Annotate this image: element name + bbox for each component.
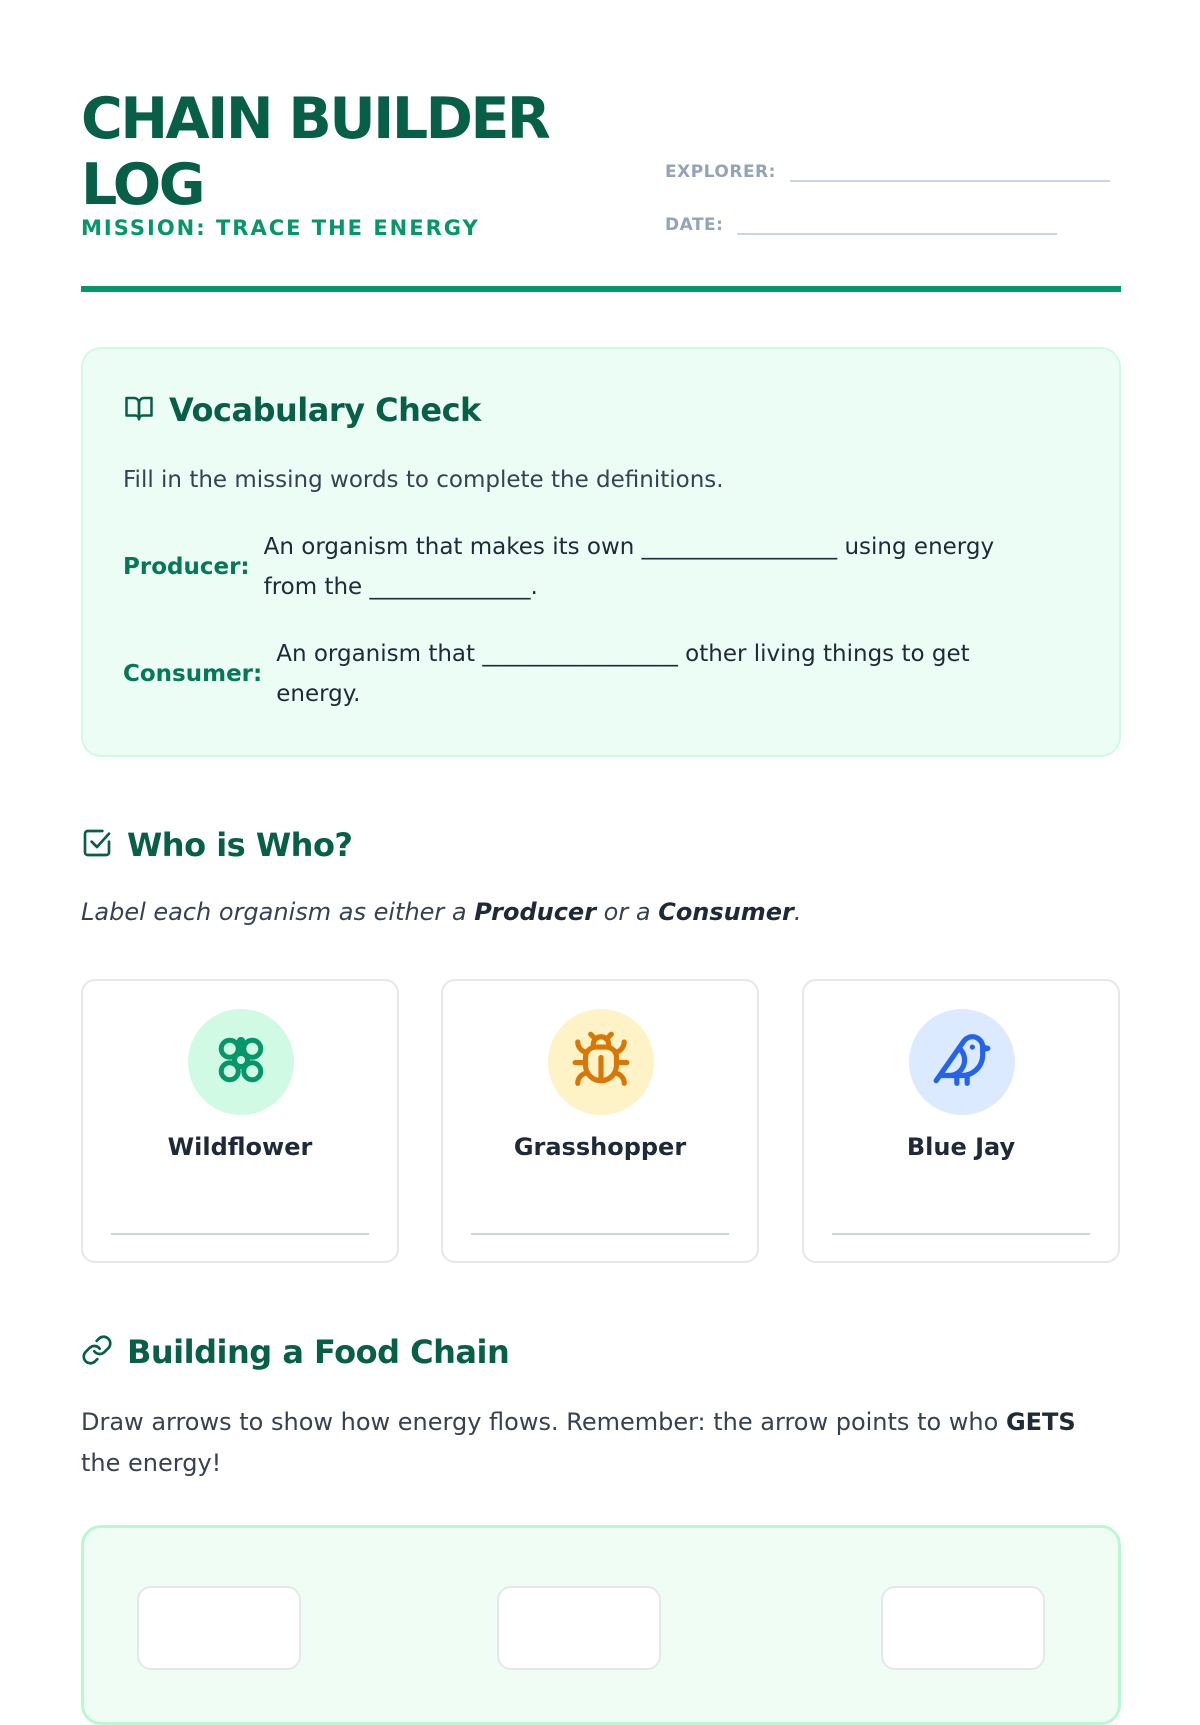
chain-slot[interactable] xyxy=(137,1586,301,1670)
book-open-icon xyxy=(123,393,155,427)
definition-term: Consumer: xyxy=(123,661,263,687)
answer-line[interactable] xyxy=(111,1233,369,1235)
organism-name: Grasshopper xyxy=(513,1133,687,1161)
vocabulary-heading: Vocabulary Check xyxy=(169,391,481,429)
explorer-label: EXPLORER: xyxy=(665,162,776,182)
gets-word: GETS xyxy=(1005,1408,1076,1436)
chain-slot[interactable] xyxy=(881,1586,1045,1670)
chain-intro-text: the energy! xyxy=(81,1449,222,1477)
organism-card-wildflower xyxy=(81,979,399,1263)
chain-heading: Building a Food Chain xyxy=(127,1333,510,1371)
vocabulary-section xyxy=(81,347,1121,757)
organism-name: Wildflower xyxy=(167,1133,313,1161)
explorer-line[interactable] xyxy=(790,160,1110,182)
organism-badge xyxy=(188,1009,294,1115)
who-heading: Who is Who? xyxy=(127,826,353,864)
who-intro-text: . xyxy=(793,898,802,926)
chain-slot[interactable] xyxy=(497,1586,661,1670)
date-label: DATE: xyxy=(665,215,724,235)
date-field[interactable] xyxy=(665,213,1057,235)
answer-line[interactable] xyxy=(471,1233,729,1235)
bird-icon xyxy=(931,1029,993,1095)
organism-badge xyxy=(548,1009,654,1115)
consumer-word: Consumer xyxy=(658,898,794,926)
link-icon xyxy=(81,1334,113,1370)
who-heading-row xyxy=(81,826,352,864)
bug-icon xyxy=(570,1029,632,1095)
chain-instructions xyxy=(81,1402,1121,1484)
page-title: CHAIN BUILDER LOG xyxy=(81,86,549,218)
organism-name: Blue Jay xyxy=(906,1133,1016,1161)
chain-heading-row xyxy=(81,1333,509,1371)
organism-badge xyxy=(909,1009,1015,1115)
who-intro-text: Label each organism as either a xyxy=(81,898,475,926)
organism-card-blue-jay xyxy=(802,979,1120,1263)
answer-line[interactable] xyxy=(832,1233,1090,1235)
flower-icon xyxy=(211,1030,271,1094)
food-chain-area[interactable] xyxy=(81,1525,1121,1725)
who-intro-text: or a xyxy=(596,898,659,926)
mission-subtitle: MISSION: TRACE THE ENERGY xyxy=(81,216,480,240)
explorer-field[interactable] xyxy=(665,160,1110,182)
who-instructions xyxy=(81,898,802,926)
definition-text: An organism that makes its own _________________ using energy from the ______________. xyxy=(263,534,995,600)
definition-term: Producer: xyxy=(123,554,250,580)
header-divider xyxy=(81,286,1121,292)
producer-word: Producer xyxy=(474,898,597,926)
date-line[interactable] xyxy=(737,213,1057,235)
vocabulary-intro: Fill in the missing words to complete the definitions. xyxy=(123,467,724,493)
definition-text: An organism that _________________ other living things to get energy. xyxy=(276,641,970,707)
checkbox-icon xyxy=(81,827,113,863)
definition-producer xyxy=(123,527,1053,607)
chain-intro-text: Draw arrows to show how energy flows. Remember: the arrow points to who xyxy=(81,1408,1006,1436)
definition-consumer xyxy=(123,634,1053,714)
organism-card-grasshopper xyxy=(441,979,759,1263)
vocabulary-heading-row xyxy=(123,391,481,429)
